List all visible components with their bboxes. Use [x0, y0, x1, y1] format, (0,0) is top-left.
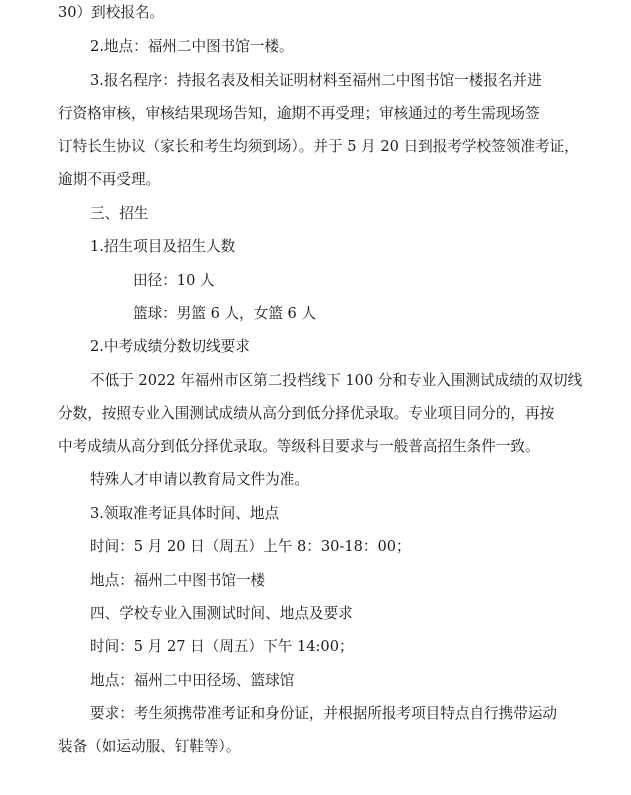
paragraph-line: 30）到校报名。	[58, 4, 165, 21]
paragraph-line: 不低于 2022 年福州市区第二投档线下 100 分和专业入围测试成绩的双切线	[90, 372, 583, 389]
paragraph-line: 逾期不再受理。	[58, 171, 161, 188]
subsection-heading: 1.招生项目及招生人数	[90, 238, 236, 255]
registration-location: 2.地点：福州二中图书馆一楼。	[90, 38, 294, 55]
section-heading: 四、学校专业入围测试时间、地点及要求	[90, 605, 353, 622]
paragraph-line: 订特长生协议（家长和考生均须到场）。并于 5 月 20 日到报考学校签领准考证，	[58, 138, 579, 155]
subsection-heading: 2.中考成绩分数切线要求	[90, 338, 250, 355]
section-heading: 三、招生	[90, 205, 149, 222]
subsection-heading: 3.领取准考证具体时间、地点	[90, 505, 280, 522]
test-time: 时间：5 月 27 日（周五）下午 14:00；	[90, 638, 354, 655]
paragraph-line: 中考成绩从高分到低分择优录取。等级科目要求与一般普高招生条件一致。	[58, 438, 540, 455]
paragraph-line: 分数，按照专业入围测试成绩从高分到低分择优录取。专业项目同分的，再按	[58, 405, 555, 422]
quota-item: 篮球：男篮 6 人，女篮 6 人	[133, 305, 317, 322]
quota-item: 田径：10 人	[133, 272, 215, 289]
registration-procedure: 3.报名程序：持报名表及相关证明材料至福州二中图书馆一楼报名并进	[90, 72, 542, 89]
admission-ticket-location: 地点：福州二中图书馆一楼	[90, 572, 266, 589]
admission-ticket-time: 时间：5 月 20 日（周五）上午 8：30-18：00；	[90, 538, 411, 555]
test-location: 地点：福州二中田径场、篮球馆	[90, 672, 295, 689]
paragraph-line: 行资格审核，审核结果现场告知，逾期不再受理；审核通过的考生需现场签	[58, 105, 540, 122]
paragraph-line: 装备（如运动服、钉鞋等）。	[58, 738, 241, 755]
test-requirements: 要求：考生须携带准考证和身份证，并根据所报考项目特点自行携带运动	[90, 705, 558, 722]
paragraph-line: 特殊人才申请以教育局文件为准。	[90, 471, 309, 488]
